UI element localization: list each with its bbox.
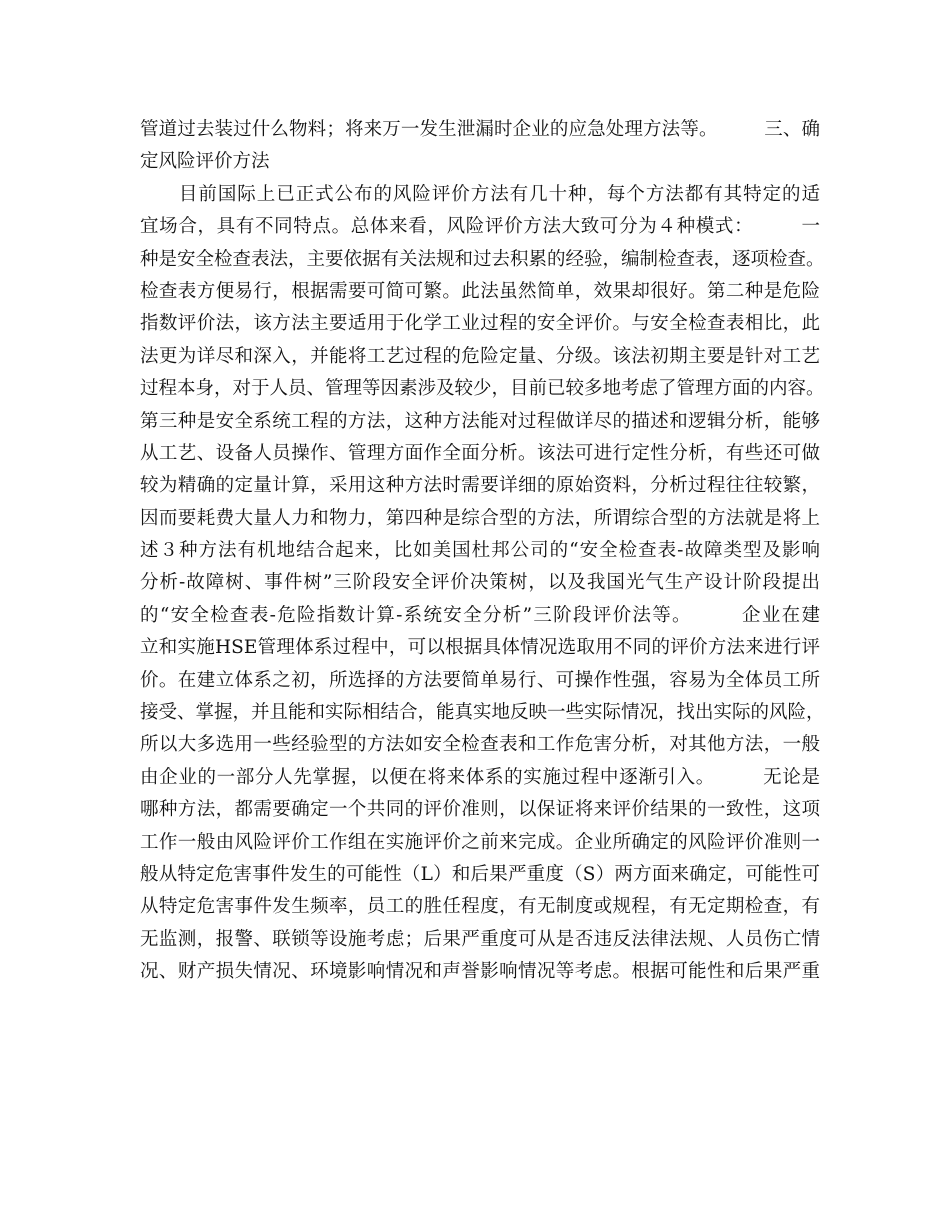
text-line: 过程本身，对于人员、管理等因素涉及较少，目前已较多地考虑了管理方面的内容。 <box>140 378 825 400</box>
text-line: 接受、掌握，并且能和实际相结合，能真实地反映一些实际情况，找出实际的风险， <box>140 702 825 724</box>
text-line: 管道过去装过什么物料；将来万一发生泄漏时企业的应急处理方法等。 三、确 <box>140 119 820 140</box>
text-line: 因而要耗费大量人力和物力，第四种是综合型的方法，所谓综合型的方法就是将上 <box>140 507 820 529</box>
text-line: 从特定危害事件发生频率，员工的胜任程度，有无制度或规程，有无定期检查，有 <box>140 896 820 918</box>
text-line: 法更为详尽和深入，并能将工艺过程的危险定量、分级。该法初期主要是针对工艺 <box>140 345 820 367</box>
text-line: 种是安全检查表法，主要依据有关法规和过去积累的经验，编制检查表，逐项检查。 <box>140 248 825 270</box>
text-line: 哪种方法，都需要确定一个共同的评价准则，以保证将来评价结果的一致性，这项 <box>140 799 820 821</box>
text-line: 般从特定危害事件发生的可能性（L）和后果严重度（S）两方面来确定，可能性可 <box>140 863 820 885</box>
text-line: 较为精确的定量计算，采用这种方法时需要详细的原始资料，分析过程往往较繁， <box>140 475 820 497</box>
text-line: 工作一般由风险评价工作组在实施评价之前来完成。企业所确定的风险评价准则一 <box>140 831 820 853</box>
text-line: 检查表方便易行，根据需要可简可繁。此法虽然简单，效果却很好。第二种是危险 <box>140 280 820 302</box>
text-line: 分析-故障树、事件树”三阶段安全评价决策树，以及我国光气生产设计阶段提出 <box>140 572 820 594</box>
text-line: 述３种方法有机地结合起来，比如美国杜邦公司的“安全检查表-故障类型及影响 <box>140 540 820 562</box>
text-line: 无监测，报警、联锁等设施考虑；后果严重度可从是否违反法律法规、人员伤亡情 <box>140 928 820 950</box>
text-line: 指数评价法，该方法主要适用于化学工业过程的安全评价。与安全检查表相比，此 <box>140 313 820 335</box>
text-line: 目前国际上已正式公布的风险评价方法有几十种，每个方法都有其特定的适 <box>140 183 820 205</box>
text-line: 第三种是安全系统工程的方法，这种方法能对过程做详尽的描述和逻辑分析，能够 <box>140 410 820 432</box>
text-line: 立和实施HSE管理体系过程中，可以根据具体情况选取用不同的评价方法来进行评 <box>140 637 820 659</box>
text-line: 定风险评价方法 <box>140 151 270 173</box>
text-line: 的“安全检查表-危险指数计算-系统安全分析”三阶段评价法等。 企业在建 <box>140 604 820 626</box>
text-line: 况、财产损失情况、环境影响情况和声誉影响情况等考虑。根据可能性和后果严重 <box>140 961 820 983</box>
text-line: 从工艺、设备人员操作、管理方面作全面分析。该法可进行定性分析，有些还可做 <box>140 442 820 464</box>
text-line: 宜场合，具有不同特点。总体来看，风险评价方法大致可分为４种模式： 一 <box>140 216 820 238</box>
text-line: 由企业的一部分人先掌握，以便在将来体系的实施过程中逐渐引入。 无论是 <box>140 766 820 788</box>
body-text <box>140 114 825 989</box>
text-line: 所以大多选用一些经验型的方法如安全检查表和工作危害分析，对其他方法，一般 <box>140 734 820 756</box>
text-line: 价。在建立体系之初，所选择的方法要简单易行、可操作性强，容易为全体员工所 <box>140 669 820 691</box>
